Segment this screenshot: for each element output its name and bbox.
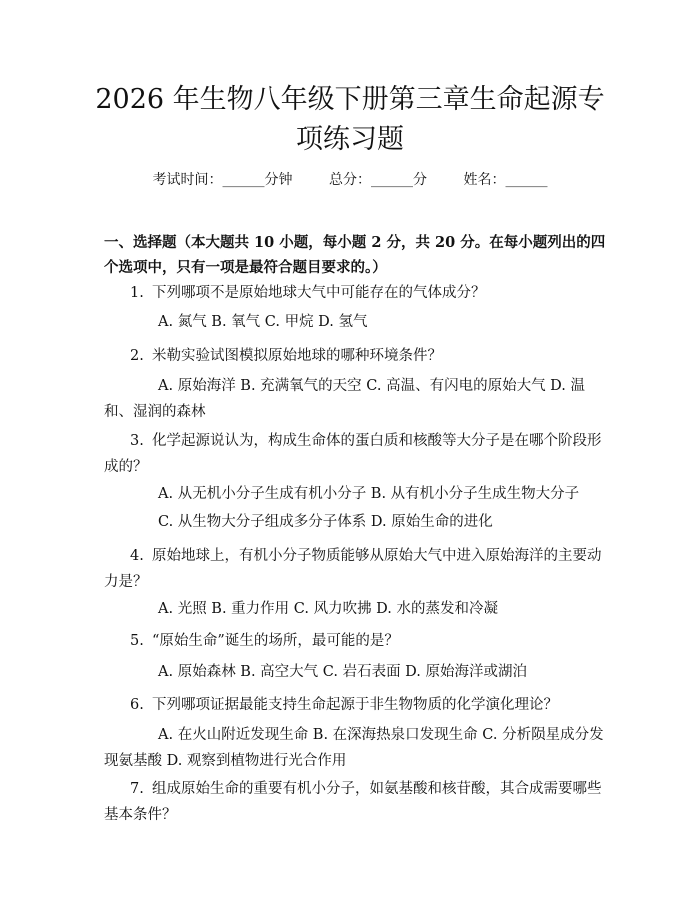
question-text: 米勒实验试图模拟原始地球的哪种环境条件？	[152, 348, 442, 364]
question-text: “原始生命”诞生的场所，最可能的是？	[152, 633, 399, 649]
question-options	[104, 509, 606, 535]
section-heading: 一、选择题（本大题共 10 小题，每小题 2 分，共 20 分。在每小题列出的四个选项中，只有一项是最符合题目要求的。）	[104, 234, 606, 276]
options-text: A. 氮气 B. 氧气 C. 甲烷 D. 氢气	[158, 314, 368, 330]
options-text: A. 在火山附近发现生命 B. 在深海热泉口发现生命 C. 分析陨星成分发现氨基酸 D. 观察到植物进行光合作用	[104, 727, 604, 769]
question-options	[104, 373, 606, 425]
question-number: 1.	[130, 285, 144, 301]
student-name: 姓名：______	[463, 172, 548, 188]
question-stem	[104, 428, 606, 480]
options-text: C. 从生物大分子组成多分子体系 D. 原始生命的进化	[158, 514, 493, 530]
question-stem	[104, 692, 606, 718]
question-text: 原始地球上，有机小分子物质能够从原始大气中进入原始海洋的主要动力是？	[104, 548, 602, 590]
exam-info	[0, 170, 700, 190]
question-stem	[104, 280, 606, 306]
question-options	[104, 481, 606, 507]
question-options	[104, 722, 606, 774]
question-options	[104, 596, 606, 622]
question-number: 5.	[130, 633, 144, 649]
question-stem	[104, 343, 606, 369]
options-text: A. 原始海洋 B. 充满氧气的天空 C. 高温、有闪电的原始大气 D. 温和、湿润的森林	[104, 378, 586, 420]
exam-score: 总分：______分	[329, 172, 427, 188]
page-title: 2026 年生物八年级下册第三章生命起源专项练习题	[95, 84, 605, 155]
question-stem	[104, 543, 606, 595]
question-stem	[104, 776, 606, 828]
options-text: A. 从无机小分子生成有机小分子 B. 从有机小分子生成生物大分子	[158, 486, 580, 502]
exam-time: 考试时间：______分钟	[152, 172, 293, 188]
question-stem	[104, 628, 606, 654]
question-number: 2.	[130, 348, 144, 364]
question-text: 下列哪项不是原始地球大气中可能存在的气体成分？	[152, 285, 486, 301]
options-text: A. 光照 B. 重力作用 C. 风力吹拂 D. 水的蒸发和冷凝	[158, 601, 499, 617]
options-text: A. 原始森林 B. 高空大气 C. 岩石表面 D. 原始海洋或湖泊	[158, 664, 528, 680]
question-text: 下列哪项证据最能支持生命起源于非生物物质的化学演化理论？	[152, 697, 558, 713]
question-options	[104, 659, 606, 685]
question-number: 4.	[130, 548, 144, 564]
question-number: 6.	[130, 697, 144, 713]
question-text: 组成原始生命的重要有机小分子，如氨基酸和核苷酸，其合成需要哪些基本条件？	[104, 781, 602, 823]
question-number: 3.	[130, 433, 144, 449]
question-number: 7.	[130, 781, 144, 797]
question-text: 化学起源说认为，构成生命体的蛋白质和核酸等大分子是在哪个阶段形成的？	[104, 433, 602, 475]
question-options	[104, 309, 606, 335]
